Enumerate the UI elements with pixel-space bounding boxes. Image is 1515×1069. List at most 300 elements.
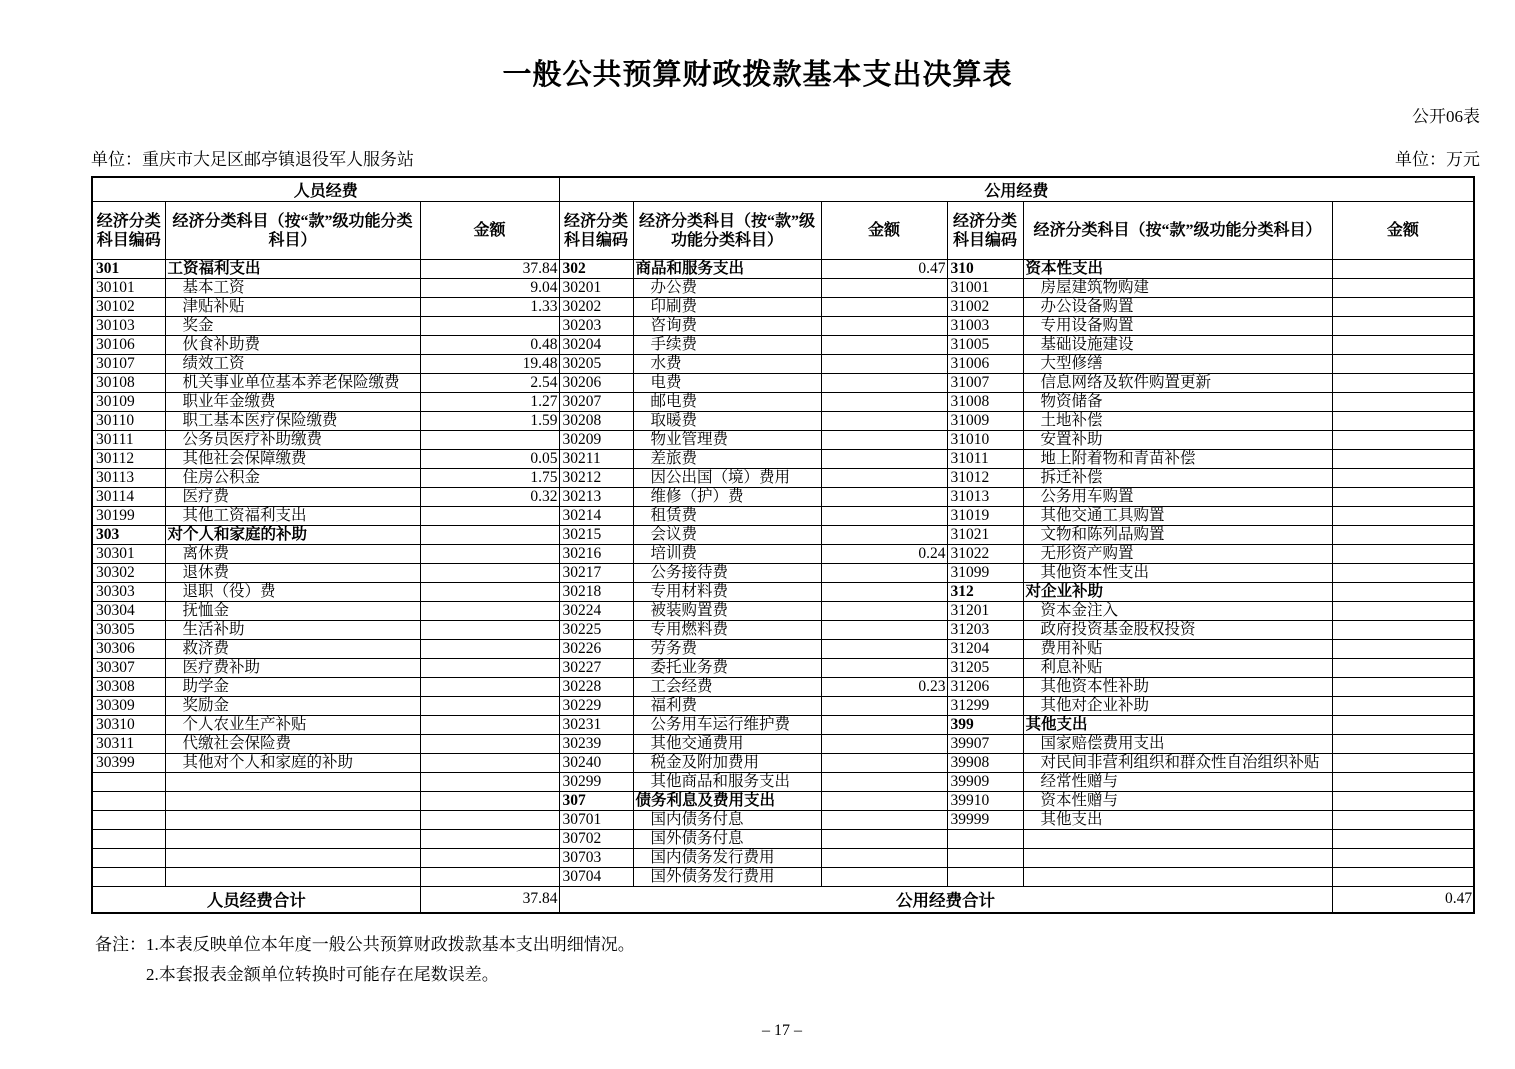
amount-cell: 37.84: [420, 260, 559, 279]
subject-cell: 其他资本性支出: [1023, 564, 1332, 583]
amount-cell: [1332, 393, 1474, 412]
remarks-lines: [146, 930, 635, 990]
amount-cell: [821, 374, 947, 393]
subject-cell: 取暖费: [633, 412, 821, 431]
code-cell: 31003: [947, 317, 1023, 336]
amount-cell: [420, 583, 559, 602]
amount-cell: [1332, 488, 1474, 507]
amount-cell: 9.04: [420, 279, 559, 298]
amount-cell: [420, 754, 559, 773]
code-cell: 31008: [947, 393, 1023, 412]
amount-cell: [821, 849, 947, 868]
code-cell: 31019: [947, 507, 1023, 526]
code-cell: 30310: [92, 716, 165, 735]
subject-cell: 其他商品和服务支出: [633, 773, 821, 792]
amount-cell: [1332, 678, 1474, 697]
code-cell: 30311: [92, 735, 165, 754]
amount-cell: [821, 393, 947, 412]
code-column-header: 经济分类科目编码: [947, 202, 1023, 260]
code-cell: 31203: [947, 621, 1023, 640]
amount-cell: [1332, 450, 1474, 469]
amount-cell: [1332, 507, 1474, 526]
subject-cell: 奖励金: [165, 697, 420, 716]
amount-cell: [1332, 602, 1474, 621]
code-cell: 30302: [92, 564, 165, 583]
table-row: [92, 279, 1474, 298]
subject-cell: 资本性支出: [1023, 260, 1332, 279]
amount-cell: [1332, 431, 1474, 450]
code-cell: 30202: [559, 298, 633, 317]
table-row: [92, 830, 1474, 849]
subject-cell: 文物和陈列品购置: [1023, 526, 1332, 545]
subject-cell: 退休费: [165, 564, 420, 583]
subject-column-header: 经济分类科目（按“款”级功能分类科目）: [1023, 202, 1332, 260]
subject-cell: 基础设施建设: [1023, 336, 1332, 355]
subject-cell: [1023, 849, 1332, 868]
code-cell: 30225: [559, 621, 633, 640]
code-cell: 39910: [947, 792, 1023, 811]
code-cell: 30110: [92, 412, 165, 431]
code-cell: 30228: [559, 678, 633, 697]
amount-column-header: 金额: [821, 202, 947, 260]
code-cell: 30108: [92, 374, 165, 393]
subject-cell: 福利费: [633, 697, 821, 716]
subject-cell: 委托业务费: [633, 659, 821, 678]
subject-cell: 公务用车购置: [1023, 488, 1332, 507]
code-cell: 31001: [947, 279, 1023, 298]
amount-cell: [1332, 640, 1474, 659]
table-row: [92, 640, 1474, 659]
code-cell: 302: [559, 260, 633, 279]
code-cell: 30217: [559, 564, 633, 583]
code-cell: 30109: [92, 393, 165, 412]
code-cell: 30702: [559, 830, 633, 849]
code-cell: 30307: [92, 659, 165, 678]
subject-cell: [1023, 830, 1332, 849]
amount-cell: [821, 488, 947, 507]
table-row: [92, 735, 1474, 754]
subject-cell: 咨询费: [633, 317, 821, 336]
table-row: [92, 849, 1474, 868]
amount-cell: [821, 469, 947, 488]
table-row: [92, 317, 1474, 336]
amount-cell: [420, 830, 559, 849]
subject-cell: 绩效工资: [165, 355, 420, 374]
subject-cell: 医疗费: [165, 488, 420, 507]
code-cell: 30111: [92, 431, 165, 450]
subject-cell: 国内债务付息: [633, 811, 821, 830]
subject-cell: 其他对企业补助: [1023, 697, 1332, 716]
table-row: [92, 507, 1474, 526]
code-cell: 30299: [559, 773, 633, 792]
subject-cell: 利息补贴: [1023, 659, 1332, 678]
code-cell: [92, 773, 165, 792]
amount-cell: 1.75: [420, 469, 559, 488]
amount-cell: [1332, 659, 1474, 678]
subject-cell: 助学金: [165, 678, 420, 697]
totals-row: [92, 887, 1474, 913]
code-cell: 30112: [92, 450, 165, 469]
remarks: [95, 930, 635, 990]
subject-cell: 拆迁补偿: [1023, 469, 1332, 488]
amount-cell: [420, 621, 559, 640]
code-cell: 31205: [947, 659, 1023, 678]
code-cell: 31011: [947, 450, 1023, 469]
subject-cell: 被装购置费: [633, 602, 821, 621]
amount-cell: [821, 773, 947, 792]
code-cell: 30107: [92, 355, 165, 374]
amount-column-header: 金额: [420, 202, 559, 260]
code-cell: 39908: [947, 754, 1023, 773]
subject-column-header: 经济分类科目（按“款”级功能分类科目）: [633, 202, 821, 260]
subject-cell: 公务用车运行维护费: [633, 716, 821, 735]
amount-cell: [821, 507, 947, 526]
amount-cell: 0.32: [420, 488, 559, 507]
group-header-row: [92, 177, 1474, 202]
table-row: [92, 773, 1474, 792]
amount-cell: [420, 640, 559, 659]
table-row: [92, 602, 1474, 621]
subject-cell: 国外债务发行费用: [633, 868, 821, 887]
amount-cell: [821, 659, 947, 678]
subject-cell: 地上附着物和青苗补偿: [1023, 450, 1332, 469]
amount-cell: [420, 317, 559, 336]
code-cell: 30102: [92, 298, 165, 317]
code-cell: 30301: [92, 545, 165, 564]
table-row: [92, 526, 1474, 545]
amount-cell: [1332, 583, 1474, 602]
amount-cell: [1332, 868, 1474, 887]
subject-cell: 其他资本性补助: [1023, 678, 1332, 697]
subject-cell: 国外债务付息: [633, 830, 821, 849]
code-cell: [92, 868, 165, 887]
code-cell: 301: [92, 260, 165, 279]
code-cell: 39909: [947, 773, 1023, 792]
code-cell: 31002: [947, 298, 1023, 317]
table-row: [92, 488, 1474, 507]
code-cell: 30304: [92, 602, 165, 621]
subject-cell: 专用设备购置: [1023, 317, 1332, 336]
subject-cell: [165, 811, 420, 830]
subject-cell: 债务利息及费用支出: [633, 792, 821, 811]
subject-cell: [165, 792, 420, 811]
table-row: [92, 868, 1474, 887]
subject-cell: 经常性赠与: [1023, 773, 1332, 792]
code-cell: 30101: [92, 279, 165, 298]
code-cell: 31007: [947, 374, 1023, 393]
amount-cell: [1332, 545, 1474, 564]
code-cell: 30213: [559, 488, 633, 507]
subject-cell: 公务员医疗补助缴费: [165, 431, 420, 450]
code-cell: 30308: [92, 678, 165, 697]
code-cell: [92, 811, 165, 830]
table-row: [92, 811, 1474, 830]
table-row: [92, 564, 1474, 583]
amount-cell: [420, 735, 559, 754]
table-row: [92, 412, 1474, 431]
amount-cell: [821, 602, 947, 621]
amount-cell: [821, 735, 947, 754]
subject-cell: 维修（护）费: [633, 488, 821, 507]
subject-cell: 大型修缮: [1023, 355, 1332, 374]
amount-cell: [821, 697, 947, 716]
amount-cell: [420, 678, 559, 697]
code-cell: [92, 792, 165, 811]
subject-cell: 劳务费: [633, 640, 821, 659]
amount-cell: 0.48: [420, 336, 559, 355]
subject-cell: 资本性赠与: [1023, 792, 1332, 811]
code-cell: 30103: [92, 317, 165, 336]
table-row: [92, 298, 1474, 317]
code-cell: 30212: [559, 469, 633, 488]
code-cell: [92, 830, 165, 849]
code-cell: 31299: [947, 697, 1023, 716]
amount-cell: [1332, 260, 1474, 279]
table-row: [92, 545, 1474, 564]
amount-cell: [821, 583, 947, 602]
subject-cell: 物业管理费: [633, 431, 821, 450]
code-cell: 30204: [559, 336, 633, 355]
amount-cell: [420, 868, 559, 887]
amount-cell: [420, 697, 559, 716]
amount-cell: [1332, 526, 1474, 545]
table-row: [92, 374, 1474, 393]
amount-cell: [821, 868, 947, 887]
subject-cell: 对企业补助: [1023, 583, 1332, 602]
code-cell: 30701: [559, 811, 633, 830]
subject-cell: 个人农业生产补贴: [165, 716, 420, 735]
code-cell: 307: [559, 792, 633, 811]
subject-cell: 工资福利支出: [165, 260, 420, 279]
code-cell: 30215: [559, 526, 633, 545]
table-row: [92, 450, 1474, 469]
code-cell: 30203: [559, 317, 633, 336]
amount-cell: 0.47: [821, 260, 947, 279]
subject-cell: 办公费: [633, 279, 821, 298]
table-row: [92, 583, 1474, 602]
amount-cell: [821, 450, 947, 469]
subject-cell: 办公设备购置: [1023, 298, 1332, 317]
subject-cell: 其他对个人和家庭的补助: [165, 754, 420, 773]
amount-cell: [420, 792, 559, 811]
table-row: [92, 336, 1474, 355]
amount-cell: [420, 773, 559, 792]
subject-cell: 伙食补助费: [165, 336, 420, 355]
amount-cell: [1332, 469, 1474, 488]
subject-cell: 抚恤金: [165, 602, 420, 621]
personnel-funds-group-header: 人员经费: [92, 177, 559, 202]
subject-column-header: 经济分类科目（按“款”级功能分类科目）: [165, 202, 420, 260]
code-cell: 30240: [559, 754, 633, 773]
subject-cell: 代缴社会保险费: [165, 735, 420, 754]
code-cell: 31204: [947, 640, 1023, 659]
subject-cell: 机关事业单位基本养老保险缴费: [165, 374, 420, 393]
amount-cell: [420, 545, 559, 564]
subject-cell: 房屋建筑物购建: [1023, 279, 1332, 298]
code-cell: 31013: [947, 488, 1023, 507]
subject-cell: 其他支出: [1023, 716, 1332, 735]
table-row: [92, 678, 1474, 697]
amount-cell: [821, 336, 947, 355]
page-title: 一般公共预算财政拨款基本支出决算表: [502, 59, 1013, 91]
code-cell: 30214: [559, 507, 633, 526]
public-total-label: 公用经费合计: [559, 887, 1332, 913]
table-row: [92, 469, 1474, 488]
amount-cell: [1332, 697, 1474, 716]
code-cell: 31099: [947, 564, 1023, 583]
table-row: [92, 792, 1474, 811]
amount-cell: [821, 279, 947, 298]
amount-cell: [1332, 317, 1474, 336]
subject-cell: 邮电费: [633, 393, 821, 412]
subject-cell: 因公出国（境）费用: [633, 469, 821, 488]
code-cell: 310: [947, 260, 1023, 279]
subject-cell: 印刷费: [633, 298, 821, 317]
basic-expenditure-table: [91, 176, 1475, 914]
amount-cell: [821, 830, 947, 849]
table-row: [92, 621, 1474, 640]
subject-cell: 其他交通工具购置: [1023, 507, 1332, 526]
code-cell: [947, 868, 1023, 887]
remarks-label: 备注：: [95, 935, 146, 954]
amount-cell: [420, 602, 559, 621]
subject-cell: 物资储备: [1023, 393, 1332, 412]
code-cell: [92, 849, 165, 868]
code-column-header: 经济分类科目编码: [92, 202, 165, 260]
public-total-value: 0.47: [1332, 887, 1474, 913]
column-header-row: [92, 202, 1474, 260]
code-cell: 31021: [947, 526, 1023, 545]
amount-cell: 0.23: [821, 678, 947, 697]
code-cell: 31022: [947, 545, 1023, 564]
code-cell: 30114: [92, 488, 165, 507]
code-cell: 30227: [559, 659, 633, 678]
code-cell: 312: [947, 583, 1023, 602]
code-cell: 30399: [92, 754, 165, 773]
public-funds-group-header: 公用经费: [559, 177, 1474, 202]
amount-cell: [821, 640, 947, 659]
subject-cell: 离休费: [165, 545, 420, 564]
amount-cell: [821, 412, 947, 431]
code-cell: 30206: [559, 374, 633, 393]
currency-unit-label: 单位：万元: [1395, 150, 1480, 169]
amount-cell: [420, 716, 559, 735]
code-cell: 30703: [559, 849, 633, 868]
subject-cell: 水费: [633, 355, 821, 374]
subject-cell: 工会经费: [633, 678, 821, 697]
subject-cell: 生活补助: [165, 621, 420, 640]
subject-cell: 医疗费补助: [165, 659, 420, 678]
amount-cell: [821, 792, 947, 811]
code-cell: 31006: [947, 355, 1023, 374]
table-row: [92, 393, 1474, 412]
table-row: [92, 659, 1474, 678]
remark-line: 2.本套报表金额单位转换时可能存在尾数误差。: [146, 965, 499, 984]
subject-cell: 津贴补贴: [165, 298, 420, 317]
subject-cell: [1023, 868, 1332, 887]
code-cell: 31012: [947, 469, 1023, 488]
subject-cell: [165, 868, 420, 887]
amount-cell: [821, 355, 947, 374]
subject-cell: 职工基本医疗保险缴费: [165, 412, 420, 431]
amount-cell: [1332, 849, 1474, 868]
code-cell: 30229: [559, 697, 633, 716]
amount-cell: [821, 317, 947, 336]
subject-cell: 土地补偿: [1023, 412, 1332, 431]
amount-cell: 1.27: [420, 393, 559, 412]
subject-cell: 国内债务发行费用: [633, 849, 821, 868]
amount-cell: [821, 526, 947, 545]
table-row: [92, 355, 1474, 374]
amount-cell: [1332, 735, 1474, 754]
subject-cell: [165, 849, 420, 868]
amount-cell: [1332, 564, 1474, 583]
page-number: – 17 –: [762, 1022, 802, 1039]
personnel-total-label: 人员经费合计: [92, 887, 420, 913]
subject-cell: 专用燃料费: [633, 621, 821, 640]
amount-cell: [1332, 716, 1474, 735]
code-cell: 30218: [559, 583, 633, 602]
form-number-label: 公开06表: [1412, 107, 1480, 126]
subject-cell: 奖金: [165, 317, 420, 336]
code-cell: 30209: [559, 431, 633, 450]
table-row: [92, 697, 1474, 716]
amount-cell: [1332, 811, 1474, 830]
table-row: [92, 431, 1474, 450]
subject-cell: 退职（役）费: [165, 583, 420, 602]
amount-cell: [1332, 792, 1474, 811]
amount-cell: 1.59: [420, 412, 559, 431]
amount-cell: [821, 716, 947, 735]
subject-cell: 手续费: [633, 336, 821, 355]
amount-cell: [1332, 621, 1474, 640]
subject-cell: 无形资产购置: [1023, 545, 1332, 564]
amount-cell: 2.54: [420, 374, 559, 393]
table-body: [92, 260, 1474, 887]
subject-cell: 电费: [633, 374, 821, 393]
amount-cell: [821, 298, 947, 317]
subject-cell: 会议费: [633, 526, 821, 545]
code-cell: 30216: [559, 545, 633, 564]
subject-cell: 资本金注入: [1023, 602, 1332, 621]
amount-cell: [821, 564, 947, 583]
code-cell: 30309: [92, 697, 165, 716]
code-cell: 31005: [947, 336, 1023, 355]
amount-cell: [1332, 830, 1474, 849]
code-cell: 30303: [92, 583, 165, 602]
amount-cell: [420, 564, 559, 583]
code-cell: 31009: [947, 412, 1023, 431]
code-cell: 30231: [559, 716, 633, 735]
code-cell: 30201: [559, 279, 633, 298]
subject-cell: [165, 830, 420, 849]
subject-cell: 政府投资基金股权投资: [1023, 621, 1332, 640]
subject-cell: 差旅费: [633, 450, 821, 469]
amount-cell: 19.48: [420, 355, 559, 374]
code-cell: 30305: [92, 621, 165, 640]
amount-cell: [1332, 279, 1474, 298]
code-cell: 39999: [947, 811, 1023, 830]
subject-cell: 商品和服务支出: [633, 260, 821, 279]
amount-cell: [1332, 336, 1474, 355]
amount-cell: [420, 507, 559, 526]
subject-cell: 救济费: [165, 640, 420, 659]
amount-cell: [821, 621, 947, 640]
subject-cell: 其他交通费用: [633, 735, 821, 754]
code-cell: 303: [92, 526, 165, 545]
reporting-unit-label: 单位：重庆市大足区邮亭镇退役军人服务站: [91, 150, 414, 169]
amount-cell: [420, 431, 559, 450]
